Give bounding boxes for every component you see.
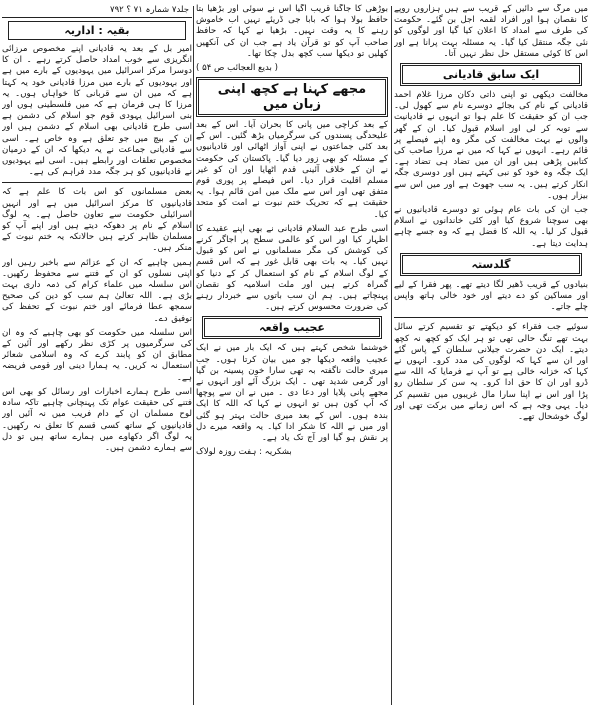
column-right xyxy=(394,4,588,707)
paragraph: امیر بل کے بعد یہ قادیانی اپنے مخصوص مرزائی انگریزی سے خوب امداد حاصل کرتے رہے ۔ ان کا دوسرا مرکز اسرائیل میں یہودیوں کے بارے میں ہے اور بہودیوں کے بارے میں مرزا قادیانی خود یہ کہتا ہے کہ میں ان سے قربانی کا خواہاں ہوں۔ یہ مرزا کا ہی فرمان ہے کہ میں فلسطینی ہوں اور بنی اسرائیل یہودی قوم جو اسلام کی دشمن ہے اسی طرح قادیانی بھی اسلام کے دشمن ہیں اور ان کے بیچ میں جو تعلق ہے وہ خاص ہے۔ اسی سے قادیانی جماعت نے یہ دیکھا کہ ان کے درمیان مخصوص تعلقات اور رابطے ہیں۔ اسی لیے یہودیوں نے قادیانیوں کو ہر جگہ مدد فراہم کی ہے۔ xyxy=(2,44,192,178)
paragraph: مخالفت دیکھی تو اپنی ذاتی دکان مرزا غلام احمد قادیانی کے نام کی بجائے دوسرے نام سے کھول لی۔ جب ان کو حقیقت کا علم ہوا تو انہوں نے قادیانیت سے توبہ کر لی اور اسلام قبول کیا۔ ان کے گھر والوں نے بہت مخالفت کی مگر وہ اپنے فیصلے پر قائم رہے۔ انہوں نے کہا کہ میں نے مرزا صاحب کی کتابیں پڑھی ہیں اور ان میں تضاد ہی تضاد ہے۔ ایک جگہ وہ خود کو نبی کہتے ہیں اور دوسری جگہ انکار کرتے ہیں۔ یہ سب جھوٹ ہے اور میں اس سے بیزار ہوں۔ xyxy=(394,90,588,201)
column-middle xyxy=(196,4,388,707)
paragraph: میں مرگ سے دائیں کے قریب سے ہیں ہزاروں روپے کا نقصان ہوا اور افراد لقمہ اجل بن گئے۔ حکومت کی طرف سے امداد کا اعلان کیا گیا اور لوگوں کو نئی جگہ منتقل کیا گیا۔ یہ مسئلہ بہت پرانا ہے اور اس کا کوئی مستقل حل نظر نہیں آتا۔ xyxy=(394,4,588,59)
column-left xyxy=(2,4,192,707)
column-rule xyxy=(391,6,392,705)
issue-info: جلد۷ شمارہ ۷۱ ؟ ۷۹۲ xyxy=(110,5,189,15)
masthead xyxy=(2,4,192,18)
paragraph: اس سلسلہ میں حکومت کو بھی چاہیے کہ وہ ان کی سرگرمیوں پر کڑی نظر رکھے اور آئین کے مطابق ان کو پابند کرے کہ وہ اسلامی شعائر استعمال نہ کریں۔ یہ ہمارا دینی اور قومی فریضہ ہے۔ xyxy=(2,327,192,383)
editorial-continued-heading: بقیہ : اداریہ xyxy=(8,21,186,40)
paragraph: بنیادوں کے قریب ڈھیر لگا دیتے تھے۔ پھر فقرا کے لیے اور مساکین کو دے دیتے اور خود خالی ہاتھ واپس چلے جاتے۔ xyxy=(394,279,588,313)
paragraph: خوشنما شخص کہتے ہیں کہ ایک بار میں نے ایک عجیب واقعہ دیکھا جو میں بیان کرتا ہوں۔ جب میری حالت ناگفتہ بہ تھی سارا خون پسینہ بن گیا اور گرمی شدید تھی ۔ ایک بزرگ آئے اور انہوں نے مجھے پانی پلایا اور دعا دی ۔ میں نے ان سے پوچھا کہ آپ کون ہیں تو انہوں نے کہا کہ اللہ کا ایک بندہ ہوں۔ اس کے بعد میری حالت بہتر ہو گئی اور میں نے اللہ کا شکر ادا کیا۔ یہ واقعہ میرے دل پر نقش ہو گیا اور آج تک یاد ہے۔ xyxy=(196,343,388,444)
paragraph: اسی طرح عبد السلام قادیانی نے بھی اپنے عقیدے کا اظہار کیا اور اس کو عالمی سطح پر اجاگر کرنے کی کوشش کی مگر مسلمانوں نے اس کو قبول نہیں کیا۔ یہ بات بھی قابل غور ہے کہ اس قسم کے لوگ اسلام کے نام کو استعمال کر کے دنیا کو گمراہ کرتے ہیں اور ملت اسلامیہ کو نقصان پہنچاتے ہیں۔ ہم ان سب باتوں سے خبردار رہنے کی ضرورت محسوس کرتے ہیں۔ xyxy=(196,223,388,313)
paragraph: اسی طرح ہمارے اخبارات اور رسائل کو بھی اس فتنے کی حقیقت عوام تک پہنچانی چاہیے تاکہ سادہ لوح مسلمان ان کے دام فریب میں نہ آئیں اور قادیانیوں کے ساتھ کسی قسم کا تعلق نہ رکھیں۔ یہ لوگ اگر دکھاوے میں ہمارے ساتھ ہیں تو دل سے ہمارے دشمن ہیں۔ xyxy=(2,386,192,453)
paragraph: بعض مسلمانوں کو اس بات کا علم ہے کہ قادیانیوں کا مرکز اسرائیل میں ہے اور انہیں اسرائیلی حکومت سے تعاون حاصل ہے۔ یہ لوگ اسلام کے نام پر دھوکہ دیتے ہیں اور اپنے آپ کو مسلمان ظاہر کرتے ہیں حالانکہ یہ ختم نبوت کے منکر ہیں۔ xyxy=(2,187,192,254)
source-citation: ( بدیع العجائب ص ۵۴ ) xyxy=(196,63,279,74)
section-heading: عجیب واقعہ xyxy=(202,316,382,339)
section-heading: گلدستہ xyxy=(400,253,582,276)
paragraph: ہمیں چاہیے کہ ان کے عزائم سے باخبر رہیں اور اپنی نسلوں کو ان کے فتنے سے محفوظ رکھیں۔ اس سلسلہ میں علماء کرام کی ذمہ داری بہت بڑی ہے۔ اللہ تعالیٰ ہم سب کو دین کی صحیح سمجھ عطا فرمائے اور ختم نبوت کے تحفظ کی توفیق دے۔ xyxy=(2,257,192,324)
article-heading: مجھے کہنا ہے کچھ اپنی زبان میں xyxy=(196,77,388,117)
divider xyxy=(2,182,192,183)
column-rule xyxy=(193,6,194,705)
paragraph: کے بعد کراچی میں پانی کا بحران آیا۔ اس کے بعد علیحدگی پسندوں کی سرگرمیاں بڑھ گئیں۔ اس کے بعد کئی جماعتوں نے اپنی آواز اٹھائی اور قادیانیوں کے مسئلہ کو بھی زور دیا گیا۔ پاکستان کی حکومت نے ان کے خلاف آئینی قدم اٹھایا اور ان کو غیر مسلم اقلیت قرار دیا۔ اس فیصلے پر پوری قوم متفق تھی اور اس سے ملک میں امن قائم ہوا۔ یہ حقیقت ہے کہ تحریک ختم نبوت نے امت کو متحد کیا۔ xyxy=(196,120,388,220)
paragraph: بوڑھی کا جاگنا قریب آگیا اس نے سوئی اور بڑھیا بتا حافظ بولا ہوا کہ بابا جی ڈریئے نہیں اب خاموش رہنے کا یہ وقت نہیں۔ بڑھیا نے کہا کہ حافظ صاحب آپ کو تو قرآن یاد ہے جب ان کی آنکھیں کھلیں تو دیکھا سب کچھ بدل چکا تھا۔ xyxy=(196,4,388,59)
section-heading: ایک سابق قادیانی xyxy=(400,63,582,86)
paragraph: جب ان کی بات عام ہوئی تو دوسرے قادیانیوں نے بھی سوچنا شروع کیا اور کئی خاندانوں نے اسلام قبول کر لیا۔ یہ اللہ کا فضل ہے کہ وہ جسے چاہے ہدایت دیتا ہے۔ xyxy=(394,205,588,249)
source-citation: بشکریہ : ہفت روزہ لولاک xyxy=(196,447,292,458)
paragraph: سوئیے جب فقراء کو دیکھتے تو تقسیم کرتے سائل بہت تھے تنگ حالی تھی تو ہر ایک کو کچھ نہ کچھ دیتے۔ ایک دن حضرت جیلانی سلطان کے پاس گئے اور ان سے کہا کہ لوگوں کی مدد کرو۔ انہوں نے کہا کہ خزانہ خالی ہے تو آپ نے فرمایا کہ اللہ سے ڈرو اور ان کا حق ادا کرو۔ یہ سن کر سلطان رو پڑا اور اس نے اپنا سارا مال غریبوں میں تقسیم کر دیا۔ یہی وجہ ہے کہ اس زمانے میں برکت تھی اور لوگ خوشحال تھے۔ xyxy=(394,322,588,423)
divider xyxy=(394,317,588,318)
